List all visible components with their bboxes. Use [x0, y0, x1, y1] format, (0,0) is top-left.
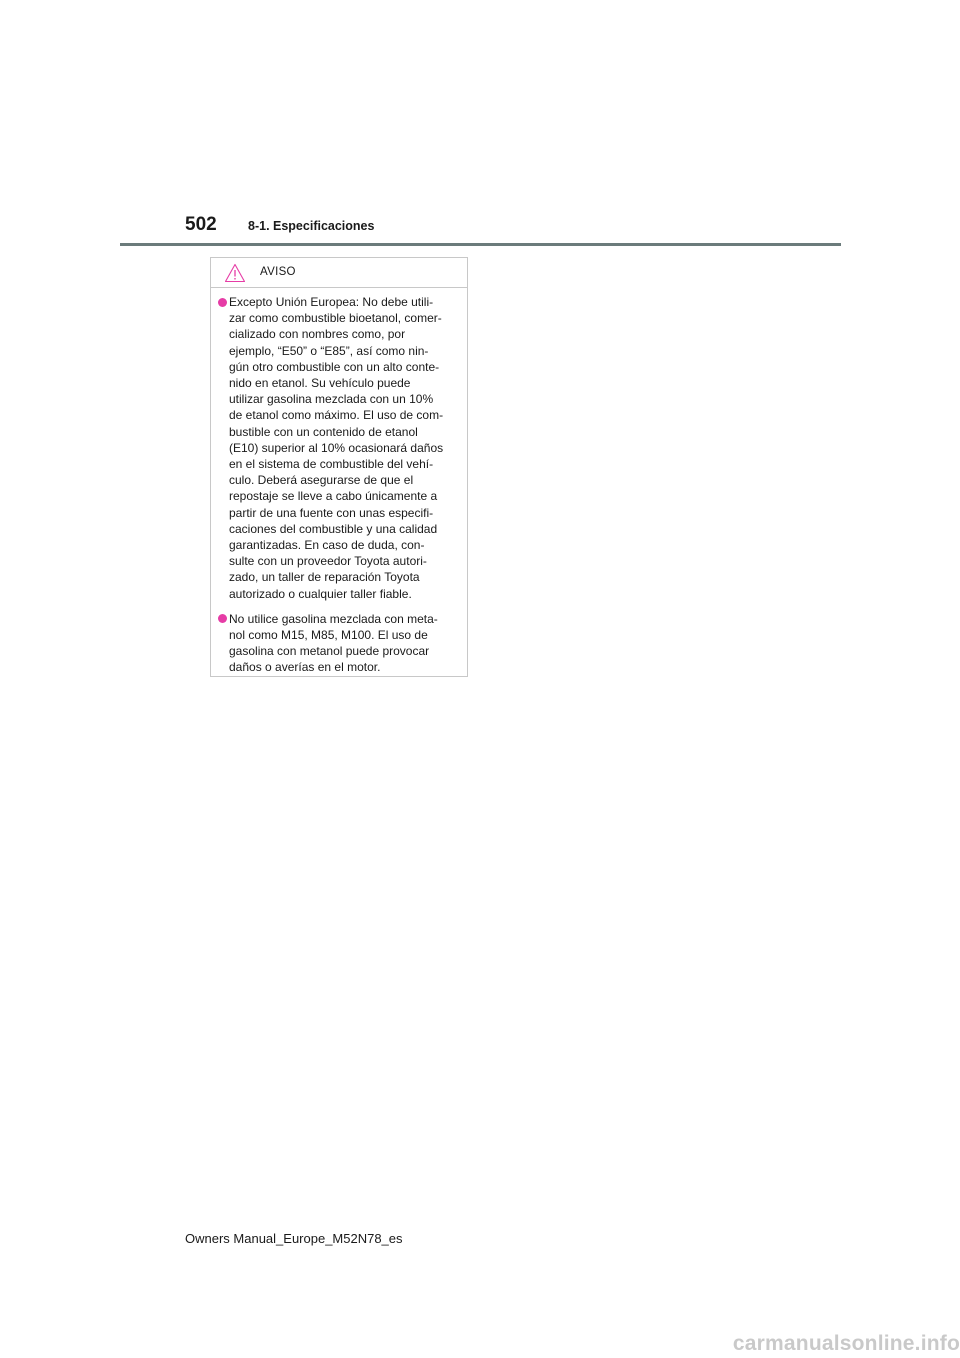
- text-line: (E10) superior al 10% ocasionará daños: [229, 440, 444, 455]
- text-line: zar como combustible bioetanol, comer-: [229, 311, 442, 326]
- bullet-icon: [218, 614, 227, 623]
- section-title: 8-1. Especificaciones: [248, 219, 375, 233]
- text-line: garantizadas. En caso de duda, con-: [229, 538, 425, 553]
- notice-title: AVISO: [260, 266, 296, 278]
- text-line: repostaje se lleve a cabo únicamente a: [229, 489, 438, 504]
- notice-item-text: [229, 611, 464, 676]
- footer-document-id: Owners Manual_Europe_M52N78_es: [185, 1231, 403, 1246]
- header-divider: [120, 243, 841, 246]
- notice-header: [211, 258, 467, 288]
- warning-notice-box: [210, 257, 468, 677]
- text-line: utilizar gasolina mezclada con un 10%: [229, 392, 434, 407]
- text-line: autorizado o cualquier taller fiable.: [229, 586, 412, 601]
- text-line: partir de una fuente con unas especifi-: [229, 505, 434, 520]
- notice-item-methanol: [218, 611, 464, 676]
- page-number: 502: [185, 214, 217, 235]
- warning-triangle-icon: [224, 263, 246, 283]
- text-line: ejemplo, “E50” o “E85”, así como nin-: [229, 343, 429, 358]
- text-line: cializado con nombres como, por: [229, 327, 406, 342]
- text-line: gún otro combustible con un alto conte-: [229, 359, 440, 374]
- notice-body: [218, 294, 464, 685]
- text-line: No utilice gasolina mezclada con meta-: [229, 611, 438, 626]
- text-line: daños o averías en el motor.: [229, 660, 381, 675]
- text-line: Excepto Unión Europea: No debe utili-: [229, 295, 434, 309]
- text-line: de etanol como máximo. El uso de com-: [229, 408, 444, 423]
- watermark: carmanualsonline.info: [732, 1332, 960, 1355]
- text-line: nol como M15, M85, M100. El uso de: [229, 628, 428, 643]
- text-line: culo. Deberá asegurarse de que el: [229, 473, 414, 488]
- text-line: caciones del combustible y una calidad: [229, 521, 438, 536]
- text-line: nido en etanol. Su vehículo puede: [229, 376, 411, 391]
- text-line: zado, un taller de reparación Toyota: [229, 570, 420, 585]
- bullet-icon: [218, 298, 227, 307]
- text-line: sulte con un proveedor Toyota autori-: [229, 554, 427, 569]
- text-line: gasolina con metanol puede provocar: [229, 644, 430, 659]
- text-line: bustible con un contenido de etanol: [229, 424, 418, 439]
- notice-item-text: [229, 294, 464, 602]
- text-line: en el sistema de combustible del vehí-: [229, 457, 434, 472]
- notice-item-bioethanol: [218, 294, 464, 602]
